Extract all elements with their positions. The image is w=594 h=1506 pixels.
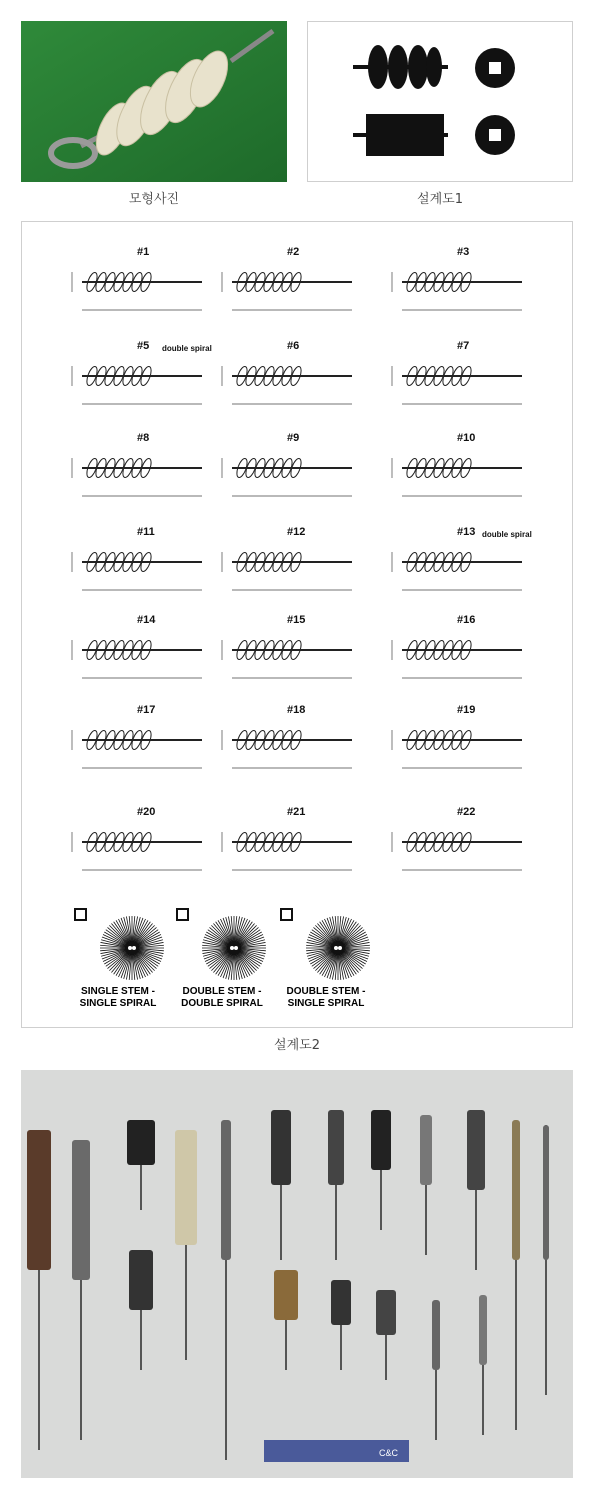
drawing-note: double spiral [162, 344, 212, 353]
brush-drawing [392, 457, 522, 496]
brushes-photo [21, 1070, 573, 1478]
brush-drawing [222, 639, 352, 678]
stem-option-checkbox-3[interactable] [280, 908, 293, 921]
brush-drawing [222, 271, 352, 310]
brush-drawing [222, 365, 352, 404]
drawing-number: #9 [287, 432, 300, 444]
brush-drawing [72, 365, 202, 404]
stem-option-checkbox-1[interactable] [74, 908, 87, 921]
brush-drawing [392, 729, 522, 768]
drawing-number: #12 [287, 526, 306, 538]
drawing-number: #3 [457, 246, 470, 258]
brush-drawing [392, 271, 522, 310]
drawing-number: #8 [137, 432, 150, 444]
stem-option-diagram [100, 916, 164, 980]
design1-frame [307, 21, 573, 182]
brush-drawing [222, 457, 352, 496]
stem-option-line1: SINGLE STEM - [81, 986, 155, 997]
brush-drawing [72, 831, 202, 870]
design2-caption: 설계도2 [274, 1038, 320, 1053]
brush-drawing [72, 551, 202, 590]
brush-drawing [222, 831, 352, 870]
drawing-number: #7 [457, 340, 470, 352]
drawing-number: #13 [457, 526, 476, 538]
photo-caption: 모형사진 [128, 192, 180, 207]
design1-drawing [308, 22, 572, 181]
brush-drawing [222, 551, 352, 590]
brush-drawing [392, 831, 522, 870]
drawing-number: #14 [137, 614, 156, 626]
brush-drawing [72, 457, 202, 496]
drawing-number: #5 [137, 340, 150, 352]
brush-drawing [72, 729, 202, 768]
brush-drawing [72, 271, 202, 310]
drawing-number: #17 [137, 704, 156, 716]
drawing-number: #10 [457, 432, 476, 444]
drawing-number: #16 [457, 614, 476, 626]
stem-option-label-3 [276, 986, 376, 1010]
brush-drawing [392, 551, 522, 590]
model-photo [21, 21, 287, 182]
brushes-photo-svg [21, 1070, 573, 1478]
brush-drawing [392, 365, 522, 404]
stem-option-label-2 [172, 986, 272, 1010]
stem-option-line2: DOUBLE SPIRAL [181, 998, 263, 1009]
stem-option-line1: DOUBLE STEM - [286, 986, 366, 997]
stem-option-line2: SINGLE SPIRAL [79, 998, 157, 1009]
drawing-number: #19 [457, 704, 476, 716]
stem-option-label-1 [70, 986, 166, 1010]
stem-option-checkbox-2[interactable] [176, 908, 189, 921]
stem-option-line1: DOUBLE STEM - [182, 986, 262, 997]
design2-frame [21, 221, 573, 1028]
drawing-number: #22 [457, 806, 476, 818]
drawing-number: #20 [137, 806, 156, 818]
brush-drawing [72, 639, 202, 678]
drawing-number: #2 [287, 246, 300, 258]
drawing-number: #18 [287, 704, 306, 716]
stem-option-diagram [306, 916, 370, 980]
drawing-number: #15 [287, 614, 306, 626]
model-photo-frame [21, 21, 287, 182]
ruler-label: C&C [379, 1448, 399, 1458]
brush-drawing [392, 639, 522, 678]
drawing-note: double spiral [482, 530, 532, 539]
drawing-number: #1 [137, 246, 150, 258]
brush-drawing [222, 729, 352, 768]
stem-option-line2: SINGLE SPIRAL [287, 998, 365, 1009]
drawing-number: #11 [137, 526, 155, 538]
drawing-number: #6 [287, 340, 300, 352]
stem-option-diagram [202, 916, 266, 980]
design1-caption: 설계도1 [417, 192, 463, 207]
drawing-number: #21 [287, 806, 306, 818]
